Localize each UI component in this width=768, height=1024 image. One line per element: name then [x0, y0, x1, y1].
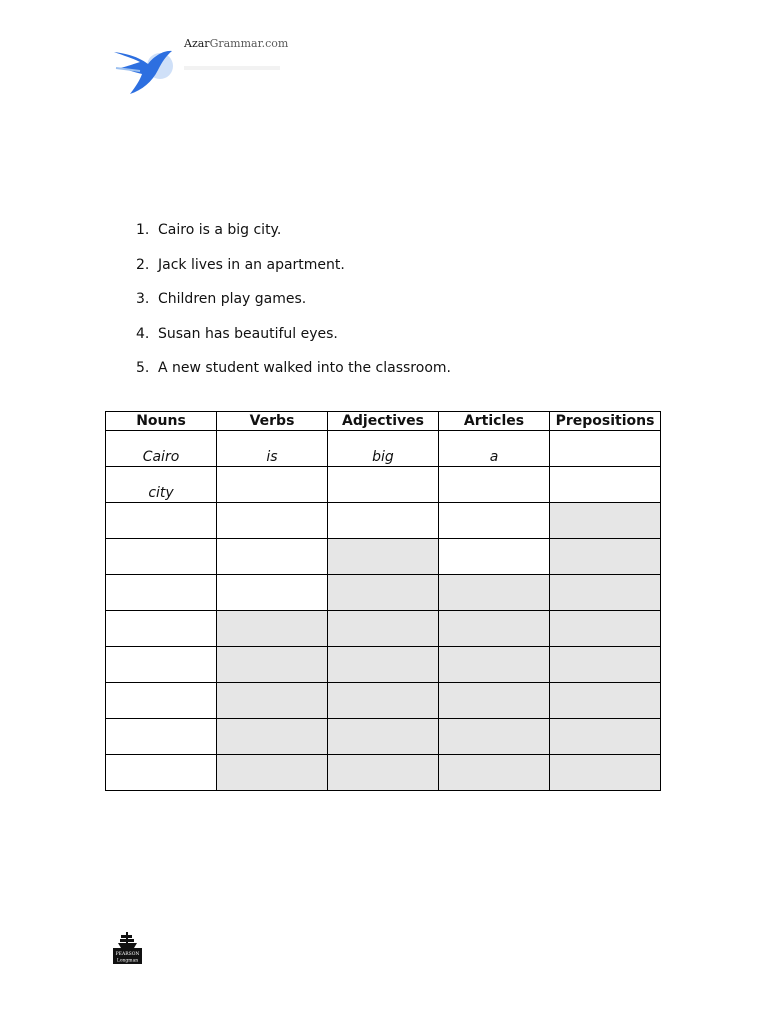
- cell-articles: [439, 539, 550, 575]
- pearson-text: PEARSON: [115, 952, 140, 957]
- table-row: [106, 467, 661, 503]
- table-body: [106, 431, 661, 791]
- header-prepositions: Prepositions: [550, 412, 661, 431]
- header-articles: Articles: [439, 412, 550, 431]
- cell-verbs: [217, 683, 328, 719]
- cell-verbs: is: [217, 431, 328, 467]
- ship-icon: [118, 932, 137, 948]
- sentence-item: [136, 358, 451, 393]
- cell-prepositions: [550, 539, 661, 575]
- brand-name-part2: Grammar.com: [209, 37, 289, 50]
- sentence-number: 4.: [136, 325, 150, 342]
- cell-adjectives: [328, 683, 439, 719]
- header-nouns: Nouns: [106, 412, 217, 431]
- sentence-number: 3.: [136, 291, 150, 308]
- cell-adjectives: [328, 611, 439, 647]
- cell-prepositions: [550, 719, 661, 755]
- cell-nouns: [106, 503, 217, 539]
- sentence-text: Jack lives in an apartment.: [158, 256, 345, 273]
- swallow-bird-icon: [112, 42, 176, 94]
- sentence-text: A new student walked into the classroom.: [158, 360, 451, 377]
- cell-nouns: [106, 755, 217, 791]
- cell-prepositions: [550, 683, 661, 719]
- table-row: [106, 647, 661, 683]
- azargrammar-logo: [112, 36, 289, 96]
- cell-verbs: [217, 647, 328, 683]
- brand-name-part1: Azar: [184, 37, 210, 50]
- cell-prepositions: [550, 503, 661, 539]
- pearson-longman-logo: [112, 930, 143, 964]
- brand-tagline-faint: [184, 66, 280, 70]
- cell-adjectives: [328, 719, 439, 755]
- cell-articles: [439, 467, 550, 503]
- cell-prepositions: [550, 611, 661, 647]
- cell-prepositions: [550, 467, 661, 503]
- sentence-text: Cairo is a big city.: [158, 222, 282, 238]
- cell-nouns: [106, 719, 217, 755]
- table-row: [106, 611, 661, 647]
- cell-articles: [439, 575, 550, 611]
- table-row: [106, 503, 661, 539]
- cell-nouns: Cairo: [106, 431, 217, 467]
- table-row: [106, 719, 661, 755]
- header-adjectives: Adjectives: [328, 412, 439, 431]
- cell-nouns: [106, 647, 217, 683]
- sentence-text: Susan has beautiful eyes.: [158, 325, 338, 342]
- cell-articles: [439, 683, 550, 719]
- cell-adjectives: [328, 467, 439, 503]
- cell-verbs: [217, 575, 328, 611]
- cell-articles: [439, 611, 550, 647]
- cell-adjectives: [328, 647, 439, 683]
- longman-text: Longman: [116, 958, 139, 964]
- sentence-item: [136, 220, 451, 255]
- cell-verbs: [217, 503, 328, 539]
- cell-articles: a: [439, 431, 550, 467]
- cell-verbs: [217, 755, 328, 791]
- brand-name: [184, 37, 288, 50]
- sentence-number: 1.: [136, 222, 150, 238]
- table-row: [106, 539, 661, 575]
- cell-nouns: city: [106, 467, 217, 503]
- sentence-item: [136, 255, 451, 290]
- cell-articles: [439, 719, 550, 755]
- cell-adjectives: [328, 575, 439, 611]
- cell-articles: [439, 503, 550, 539]
- sentence-number: 5.: [136, 360, 150, 377]
- table-header-row: [106, 412, 661, 431]
- cell-verbs: [217, 719, 328, 755]
- cell-nouns: [106, 611, 217, 647]
- cell-nouns: [106, 575, 217, 611]
- cell-nouns: [106, 539, 217, 575]
- cell-adjectives: [328, 755, 439, 791]
- table-row: [106, 575, 661, 611]
- cell-adjectives: [328, 503, 439, 539]
- cell-articles: [439, 755, 550, 791]
- table-row: [106, 431, 661, 467]
- cell-articles: [439, 647, 550, 683]
- sentence-item: [136, 324, 451, 359]
- cell-prepositions: [550, 755, 661, 791]
- cell-prepositions: [550, 647, 661, 683]
- cell-verbs: [217, 539, 328, 575]
- sentence-list: [136, 220, 451, 393]
- parts-of-speech-table: [105, 411, 661, 791]
- table-row: [106, 683, 661, 719]
- table-row: [106, 755, 661, 791]
- sentence-item: [136, 289, 451, 324]
- cell-verbs: [217, 467, 328, 503]
- cell-prepositions: [550, 431, 661, 467]
- cell-nouns: [106, 683, 217, 719]
- header-verbs: Verbs: [217, 412, 328, 431]
- cell-adjectives: [328, 539, 439, 575]
- cell-adjectives: big: [328, 431, 439, 467]
- cell-prepositions: [550, 575, 661, 611]
- sentence-number: 2.: [136, 256, 150, 273]
- sentence-text: Children play games.: [158, 291, 307, 308]
- cell-verbs: [217, 611, 328, 647]
